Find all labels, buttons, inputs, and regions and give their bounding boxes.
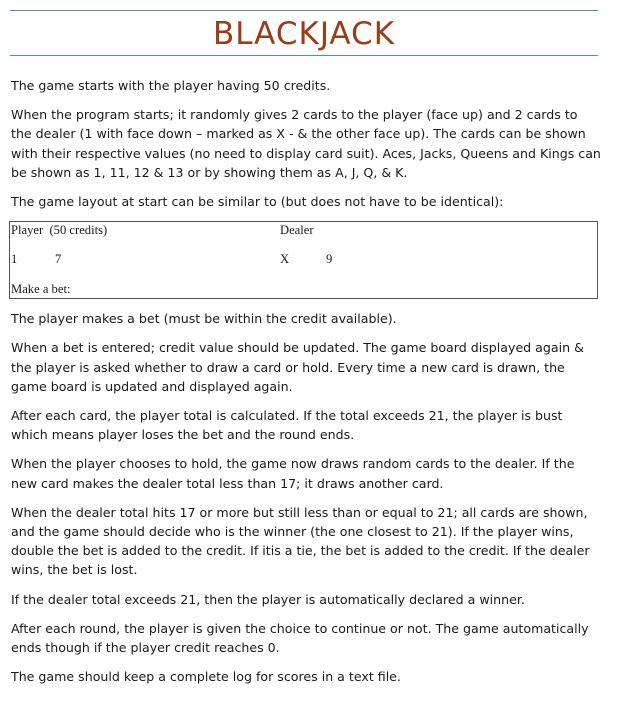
paragraph-dealer-bust: If the dealer total exceeds 21, then the player is automatically declared a winner. bbox=[11, 591, 525, 607]
paragraph-layout-intro: The game layout at start can be similar to (but does not have to be identical): bbox=[11, 194, 504, 210]
dealer-card-hidden: X bbox=[280, 252, 290, 267]
player-credits-label: Player (50 credits) bbox=[11, 223, 108, 238]
dealer-label: Dealer bbox=[280, 223, 314, 238]
paragraph-round-end: After each round, the player is given the choice to continue or not. The game automatically ends though if the player credit reaches 0. bbox=[11, 620, 589, 656]
paragraph-bet-entered: When a bet is entered; credit value should be updated. The game board displayed again & the player is asked whether to draw a card or hold. Every time a new card is drawn, the game board is updated and displayed again. bbox=[11, 340, 584, 394]
paragraph-player-hold: When the player chooses to hold, the game now draws random cards to the dealer. If the new card makes the dealer total less than 17; it draws another card. bbox=[11, 456, 575, 491]
paragraph-make-bet: The player makes a bet (must be within the credit available). bbox=[11, 311, 397, 327]
paragraph-log: The game should keep a complete log for scores in a text file. bbox=[11, 669, 401, 685]
game-layout-example bbox=[9, 221, 598, 299]
dealer-card-2: 9 bbox=[326, 252, 333, 267]
paragraph-player-total: After each card, the player total is calculated. If the total exceeds 21, the player is bust which means player loses the bet and the round ends. bbox=[11, 408, 563, 443]
title-block bbox=[10, 10, 598, 56]
paragraph-dealer-total: When the dealer total hits 17 or more but still less than or equal to 21; all cards are shown, and the game should decide who is the winner (the one closest to 21). If the player wins, double the bet is added to the credit. If itis a tie, the bet is added to the credit. If the dealer wins, the bet is lost. bbox=[11, 504, 590, 578]
page-title: BLACKJACK bbox=[212, 16, 396, 52]
paragraph-start-deal: When the program starts; it randomly gives 2 cards to the player (face up) and 2 cards to the dealer (1 with face down – marked as X - & the other face up). The cards can be shown with their respective values (no need to display card suit). Aces, Jacks, Queens and Kings can be shown as 1, 11, 12 & 13 or by showing them as A, J, Q, & K. bbox=[11, 107, 601, 180]
bet-prompt: Make a bet: bbox=[11, 282, 71, 297]
paragraph-intro: The game starts with the player having 50 credits. bbox=[11, 78, 331, 93]
player-card-1: 1 bbox=[11, 252, 18, 267]
document-body bbox=[11, 76, 601, 696]
player-card-2: 7 bbox=[55, 252, 62, 267]
